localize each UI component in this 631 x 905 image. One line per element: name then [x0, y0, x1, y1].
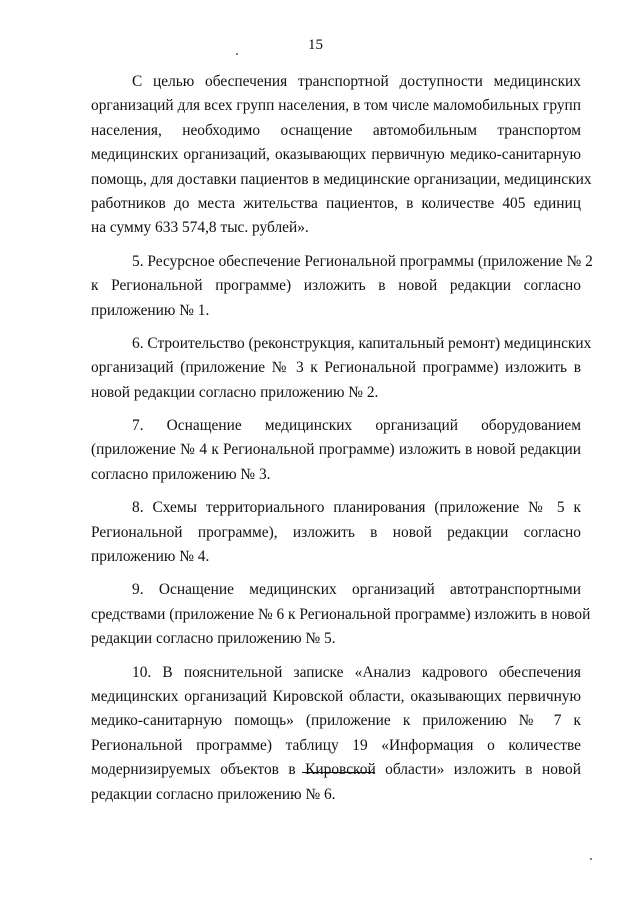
paragraph-item-6 — [91, 332, 592, 405]
text-line: редакции согласно приложению № 6. — [91, 785, 336, 803]
text-line: организаций для всех групп населения, в том числе маломобильных групп — [91, 97, 581, 115]
text-line: редакции согласно приложению № 5. — [91, 630, 336, 648]
text-line: 7. Оснащение медицинских организаций оборудованием — [132, 417, 581, 435]
scan-speck — [236, 53, 238, 55]
text-line: работников до места жительства пациентов, в количестве 405 единиц — [91, 194, 581, 212]
text-line: приложению № 4. — [91, 548, 210, 566]
text-line: приложению № 1. — [91, 301, 210, 319]
text-line: на сумму 633 574,8 тыс. рублей». — [91, 219, 309, 237]
text-line: (приложение № 4 к Региональной программе) изложить в новой редакции — [91, 441, 581, 459]
paragraph-item-10 — [91, 661, 581, 807]
text-line: населения, необходимо оснащение автомобильным транспортом — [91, 121, 581, 139]
text-line: медико-санитарную помощь» (приложение к приложению № 7 к — [91, 712, 581, 730]
text-line: организаций (приложение № 3 к Региональной программе) изложить в — [91, 359, 581, 377]
text-line: модернизируемых объектов в Кировской области» изложить в новой — [91, 761, 581, 779]
page-number: 15 — [308, 37, 323, 53]
text-line: Региональной программе) таблицу 19 «Информация о количестве — [91, 736, 581, 754]
text-line: 9. Оснащение медицинских организаций автотранспортными — [132, 581, 581, 599]
text-line: 5. Ресурсное обеспечение Региональной программы (приложение № 2 — [132, 252, 593, 270]
document-body — [91, 70, 593, 816]
text-line: согласно приложению № 3. — [91, 465, 271, 483]
text-line: С целью обеспечения транспортной доступности медицинских — [132, 73, 581, 90]
text-line: помощь, для доставки пациентов в медицинские организации, медицинских — [91, 170, 592, 188]
paragraph-transport — [91, 70, 592, 241]
text-line: новой редакции согласно приложению № 2. — [91, 383, 379, 401]
paragraph-item-8 — [91, 496, 581, 569]
text-line: 10. В пояснительной записке «Анализ кадрового обеспечения — [132, 663, 581, 681]
end-of-document-rule — [302, 772, 375, 773]
text-line: к Региональной программе) изложить в новой редакции согласно — [91, 277, 581, 295]
scan-speck — [590, 858, 592, 860]
paragraph-item-9 — [91, 578, 591, 651]
text-line: медицинских организаций Кировской области, оказывающих первичную — [91, 687, 581, 705]
text-line: Региональной программе), изложить в новой редакции согласно — [91, 523, 581, 541]
text-line: 8. Схемы территориального планирования (приложение № 5 к — [132, 499, 581, 517]
text-line: средствами (приложение № 6 к Региональной программе) изложить в новой — [91, 605, 591, 623]
paragraph-item-5 — [91, 250, 593, 323]
paragraph-item-7 — [91, 414, 581, 487]
text-line: медицинских организаций, оказывающих первичную медико-санитарную — [91, 146, 581, 164]
text-line: 6. Строительство (реконструкция, капитальный ремонт) медицинских — [132, 334, 592, 352]
